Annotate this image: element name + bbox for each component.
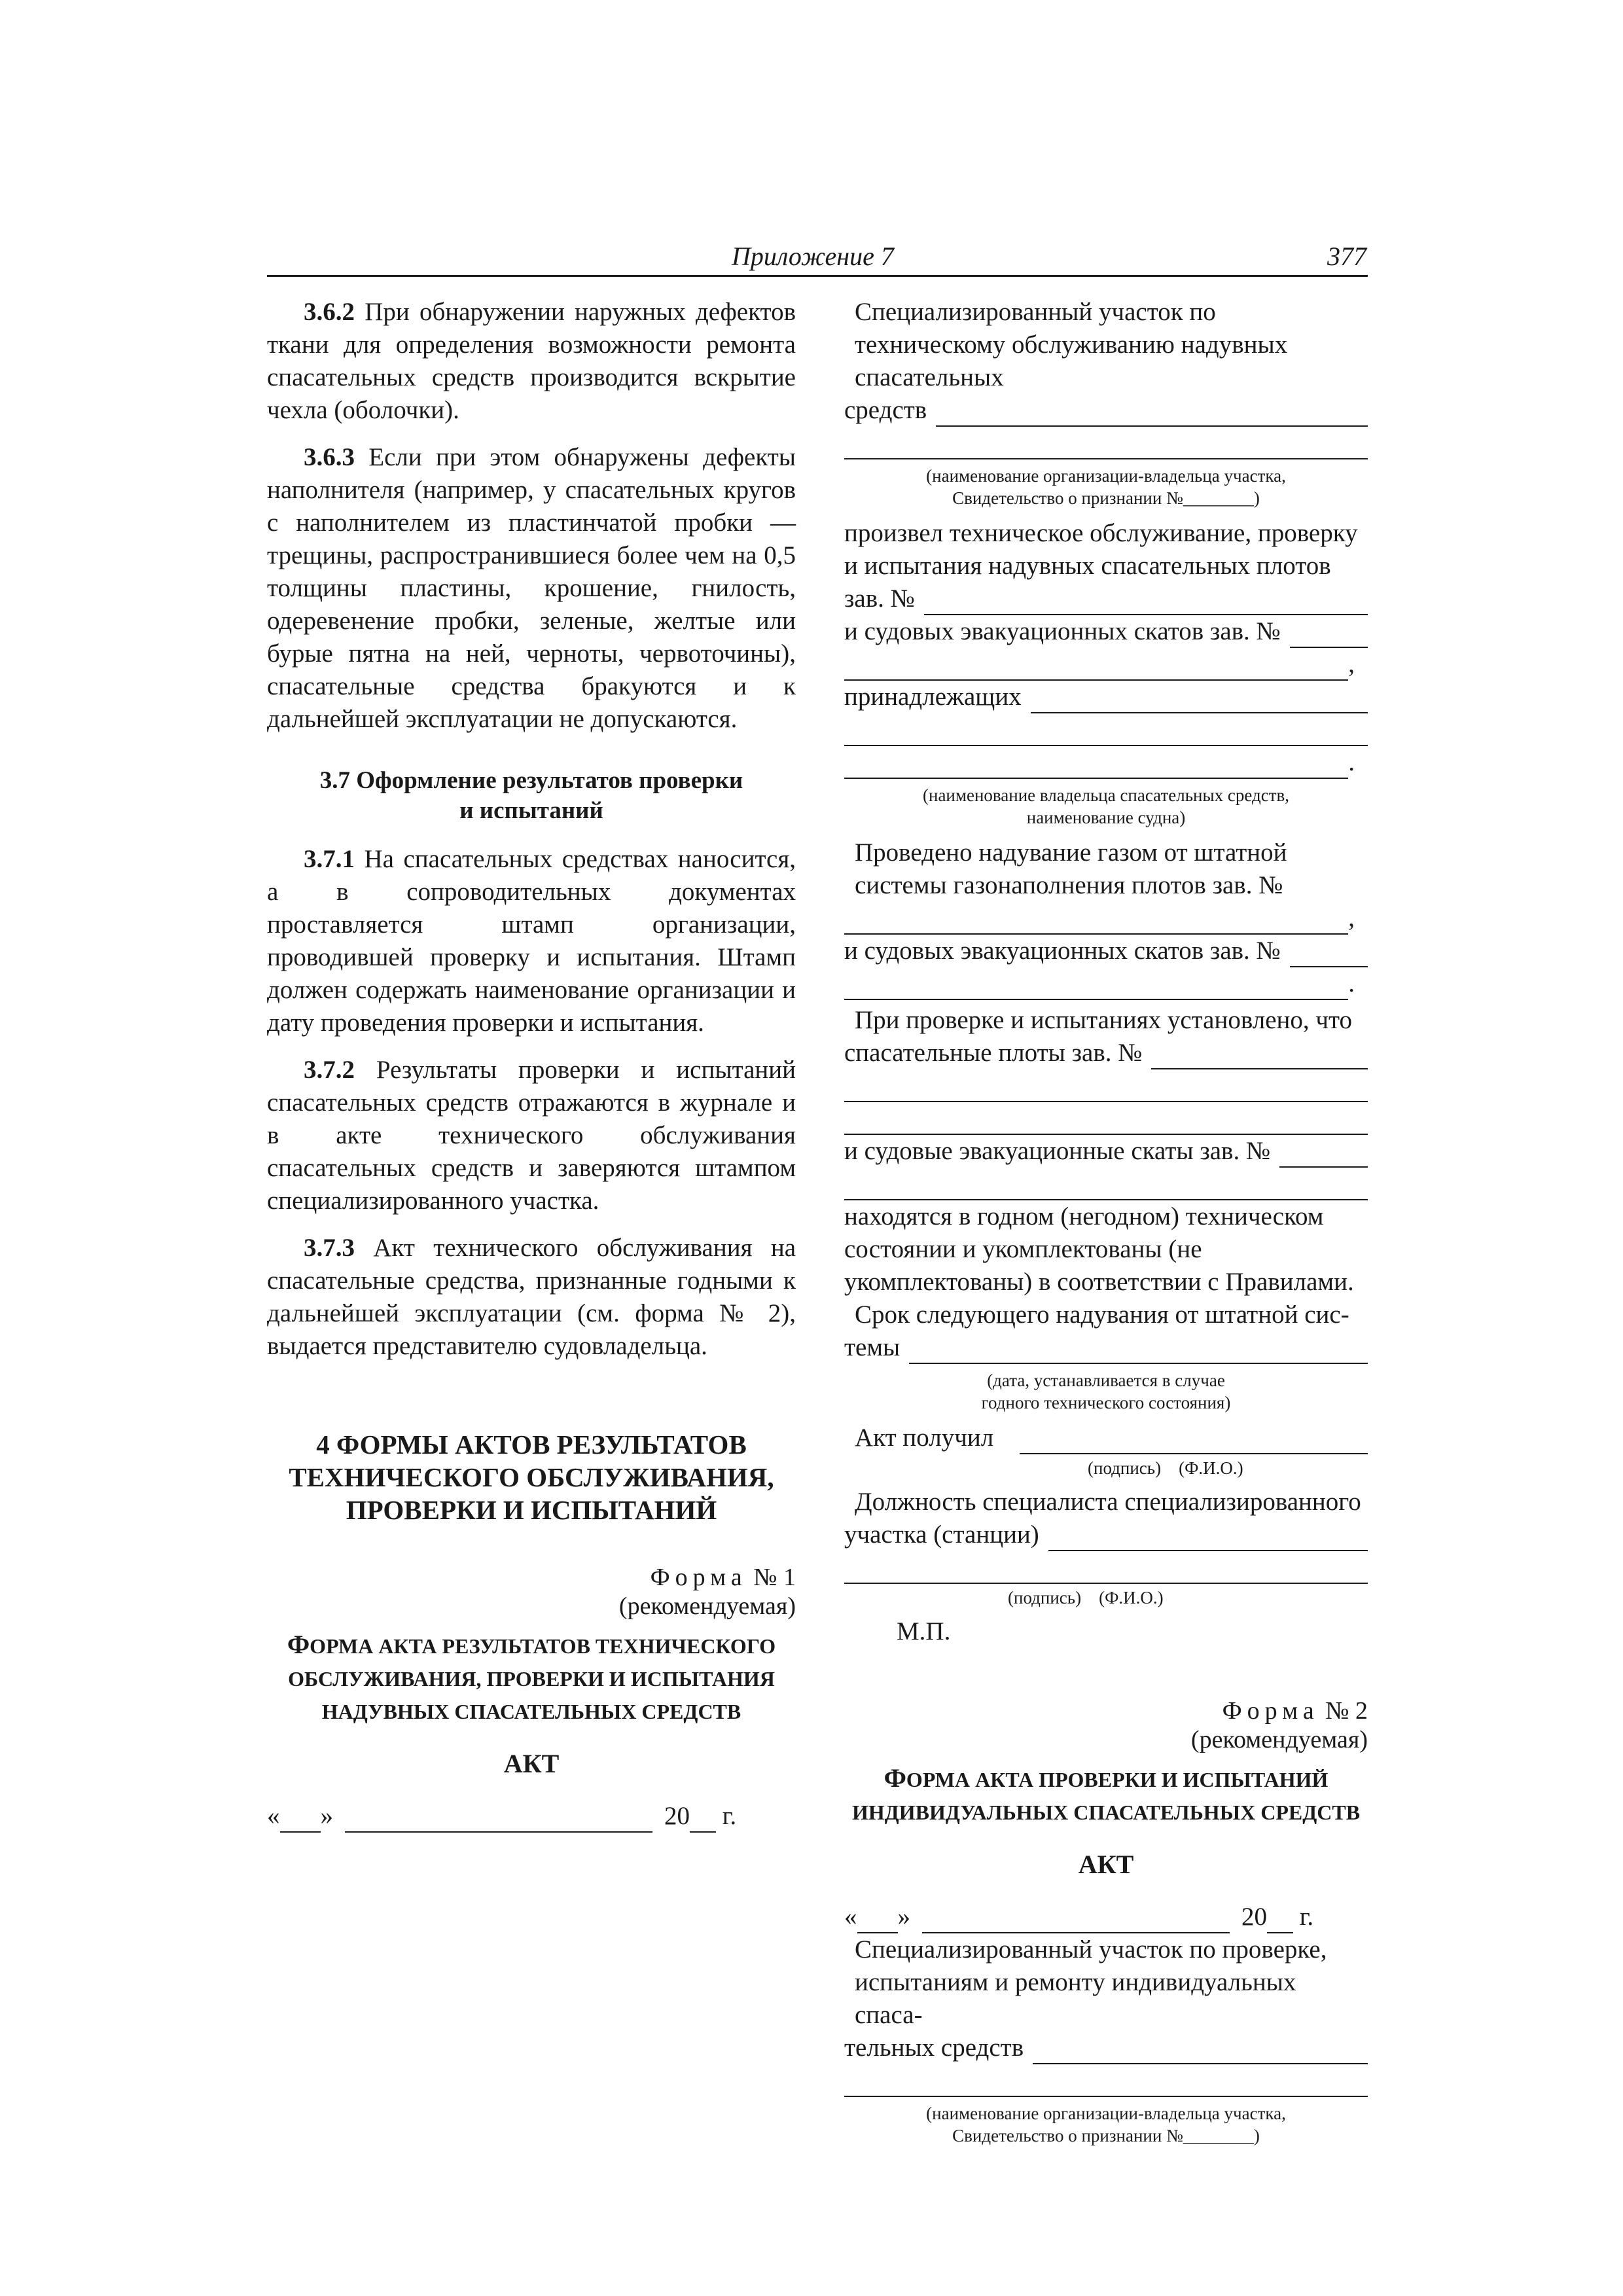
form-2-akt-heading: АКТ bbox=[1078, 1850, 1134, 1879]
blank-field[interactable] bbox=[844, 427, 1368, 459]
year-field[interactable] bbox=[1267, 1909, 1293, 1933]
form-line-comma: , bbox=[844, 648, 1368, 681]
form-text-specialist: Должность специалиста специализированного bbox=[855, 1488, 1361, 1516]
form-line-sredstv: тельных средств bbox=[844, 2032, 1368, 2064]
form-line-comma: , bbox=[844, 902, 1368, 935]
paragraph-3-6-3 bbox=[267, 441, 796, 736]
form-1-akt-heading: АКТ bbox=[503, 1749, 560, 1778]
page-number: 377 bbox=[1327, 242, 1366, 271]
note-signature: (подпись) (Ф.И.О.) bbox=[1008, 1588, 1164, 1607]
clause-number: 3.7.1 bbox=[304, 845, 355, 873]
blank-field[interactable] bbox=[844, 656, 1348, 681]
form-text-inflation: Проведено надувание газом от штатной системы газонаполнения плотов зав. № bbox=[855, 838, 1287, 899]
form-line-period: . bbox=[844, 746, 1368, 779]
right-column bbox=[844, 296, 1368, 2155]
form-line-belonging: принадлежащих bbox=[844, 681, 1368, 713]
blank-field[interactable] bbox=[924, 590, 1368, 615]
paragraph-3-7-1 bbox=[267, 843, 796, 1039]
stamp-place-label: М.П. bbox=[897, 1617, 951, 1645]
form-1-title: ФОРМА АКТА РЕЗУЛЬТАТОВ ТЕХНИЧЕСКОГО ОБСЛУЖИВАНИЯ, ПРОВЕРКИ И ИСПЫТАНИЯ НАДУВНЫХ СПАСАТЕЛЬНЫХ СРЕДСТВ bbox=[287, 1630, 776, 1723]
note-owner-org: (наименование организации-владельца участка, Свидетельство о признании №________) bbox=[926, 466, 1286, 508]
year-field[interactable] bbox=[690, 1808, 716, 1833]
paragraph-3-6-2 bbox=[267, 296, 796, 427]
running-header bbox=[267, 241, 1368, 277]
blank-field[interactable] bbox=[844, 910, 1348, 935]
form-line-systems: темы bbox=[844, 1331, 1368, 1364]
form-text-workshop-2: Специализированный участок по проверке, испытаниям и ремонту индивидуальных спаса- bbox=[855, 1935, 1327, 2029]
blank-field[interactable] bbox=[909, 1339, 1368, 1364]
form-line-station: участка (станции) bbox=[844, 1518, 1368, 1551]
form-1-number: Форма № 1 bbox=[650, 1564, 796, 1591]
running-title: Приложение 7 bbox=[732, 242, 894, 271]
form-1-date-line: « » 20 г. bbox=[267, 1800, 796, 1833]
paragraph-3-7-3 bbox=[267, 1232, 796, 1363]
section-4-heading: 4 ФОРМЫ АКТОВ РЕЗУЛЬТАТОВ ТЕХНИЧЕСКОГО ОБСЛУЖИВАНИЯ, ПРОВЕРКИ И ИСПЫТАНИЙ bbox=[289, 1429, 774, 1525]
note-owner-org: (наименование организации-владельца участка, Свидетельство о признании №________) bbox=[926, 2104, 1286, 2145]
clause-number: 3.6.2 bbox=[304, 298, 355, 326]
clause-text: При обнаружении наружных дефектов ткани для определения возможности ремонта спасательных средств производится вскрытие чехла (оболочки). bbox=[267, 298, 796, 424]
blank-field[interactable] bbox=[844, 2064, 1368, 2097]
form-line-zav-no: зав. № bbox=[844, 583, 1368, 615]
blank-field[interactable] bbox=[844, 713, 1368, 746]
blank-field[interactable] bbox=[936, 402, 1368, 427]
signature-field[interactable] bbox=[844, 1551, 1368, 1584]
clause-number: 3.7.2 bbox=[304, 1056, 355, 1084]
form-2-number: Форма № 2 bbox=[1222, 1697, 1368, 1725]
form-line-rafts: спасательные плоты зав. № bbox=[844, 1037, 1368, 1069]
note-owner-vessel: (наименование владельца спасательных средств, наименование судна) bbox=[923, 785, 1289, 827]
clause-text: На спасательных средствах наносится, а в сопроводительных документах проставляется штамп организации, проводившей проверку и испытания. Штамп должен содержать наименование организации и дату проведения проверки и испытания. bbox=[267, 845, 796, 1037]
signature-field[interactable] bbox=[1020, 1429, 1368, 1454]
left-column bbox=[267, 296, 796, 1833]
paragraph-3-7-2 bbox=[267, 1054, 796, 1217]
form-line-chutes: и судовых эвакуационных скатов зав. № bbox=[844, 615, 1368, 648]
clause-number: 3.7.3 bbox=[304, 1234, 355, 1262]
form-text-performed: произвел техническое обслуживание, проверку и испытания надувных спасательных плотов bbox=[844, 519, 1358, 580]
form-text-workshop: Специализированный участок по техническому обслуживанию надувных спасательных bbox=[855, 298, 1288, 391]
month-field[interactable] bbox=[922, 1909, 1230, 1933]
blank-field[interactable] bbox=[1033, 2039, 1368, 2064]
note-date: (дата, устанавливается в случае годного технического состояния) bbox=[981, 1371, 1231, 1412]
day-field[interactable] bbox=[857, 1909, 898, 1933]
form-line-period: . bbox=[844, 967, 1368, 1000]
blank-field[interactable] bbox=[1048, 1526, 1368, 1551]
form-2-recommended: (рекомендуемая) bbox=[1190, 1726, 1368, 1753]
note-signature: (подпись) (Ф.И.О.) bbox=[1088, 1458, 1243, 1478]
clause-number: 3.6.3 bbox=[304, 443, 355, 471]
blank-field[interactable] bbox=[844, 1069, 1368, 1102]
form-line-received: Акт получил bbox=[844, 1422, 1368, 1454]
form-1-recommended: (рекомендуемая) bbox=[618, 1592, 796, 1620]
form-2-title: ФОРМА АКТА ПРОВЕРКИ И ИСПЫТАНИЙ ИНДИВИДУАЛЬНЫХ СПАСАТЕЛЬНЫХ СРЕДСТВ bbox=[851, 1763, 1361, 1824]
clause-text: Результаты проверки и испытаний спасательных средств отражаются в журнале и в акте технического обслуживания спасательных средств и заверяются штампом специализированного участка. bbox=[267, 1056, 796, 1215]
form-line-chutes: и судовых эвакуационных скатов зав. № bbox=[844, 935, 1368, 967]
section-3-7-heading: 3.7 Оформление результатов проверки и испытаний bbox=[319, 767, 743, 824]
blank-field[interactable] bbox=[844, 975, 1348, 1000]
blank-field[interactable] bbox=[844, 754, 1348, 779]
blank-field[interactable] bbox=[844, 1102, 1368, 1135]
day-field[interactable] bbox=[280, 1808, 321, 1833]
form-line-sredstv: средств bbox=[844, 394, 1368, 427]
form-text-established: При проверке и испытаниях установлено, что bbox=[855, 1006, 1353, 1034]
blank-field[interactable] bbox=[844, 1168, 1368, 1200]
form-2-date-line: « » 20 г. bbox=[844, 1901, 1368, 1933]
form-line-chutes: и судовые эвакуационные скаты зав. № bbox=[844, 1135, 1368, 1168]
blank-field[interactable] bbox=[1151, 1045, 1368, 1069]
blank-field[interactable] bbox=[1031, 689, 1368, 713]
blank-field[interactable] bbox=[1290, 623, 1368, 648]
blank-field[interactable] bbox=[1290, 942, 1368, 967]
form-text-next-inflation: Срок следующего надувания от штатной сис- bbox=[855, 1300, 1349, 1329]
form-text-condition: находятся в годном (негодном) техническом состоянии и укомплектованы (не укомплектованы) в соответствии с Правилами. bbox=[844, 1202, 1354, 1296]
clause-text: Если при этом обнаружены дефекты наполнителя (например, у спасательных кругов с наполнителем из пластинчатой пробки — трещины, распространившиеся более чем на 0,5 толщины пластины, крошение, гнилость, одеревенение пробки, зеленые, желтые или бурые пятна на ней, черноты, червоточины), спасательные средства бракуются и к дальнейшей эксплуатации не допускаются. bbox=[267, 443, 796, 733]
clause-text: Акт технического обслуживания на спасательные средства, признанные годными к дальнейшей эксплуатации (см. форма № 2), выдается представителю судовладельца. bbox=[267, 1234, 796, 1360]
month-field[interactable] bbox=[345, 1808, 652, 1833]
blank-field[interactable] bbox=[1279, 1143, 1368, 1168]
